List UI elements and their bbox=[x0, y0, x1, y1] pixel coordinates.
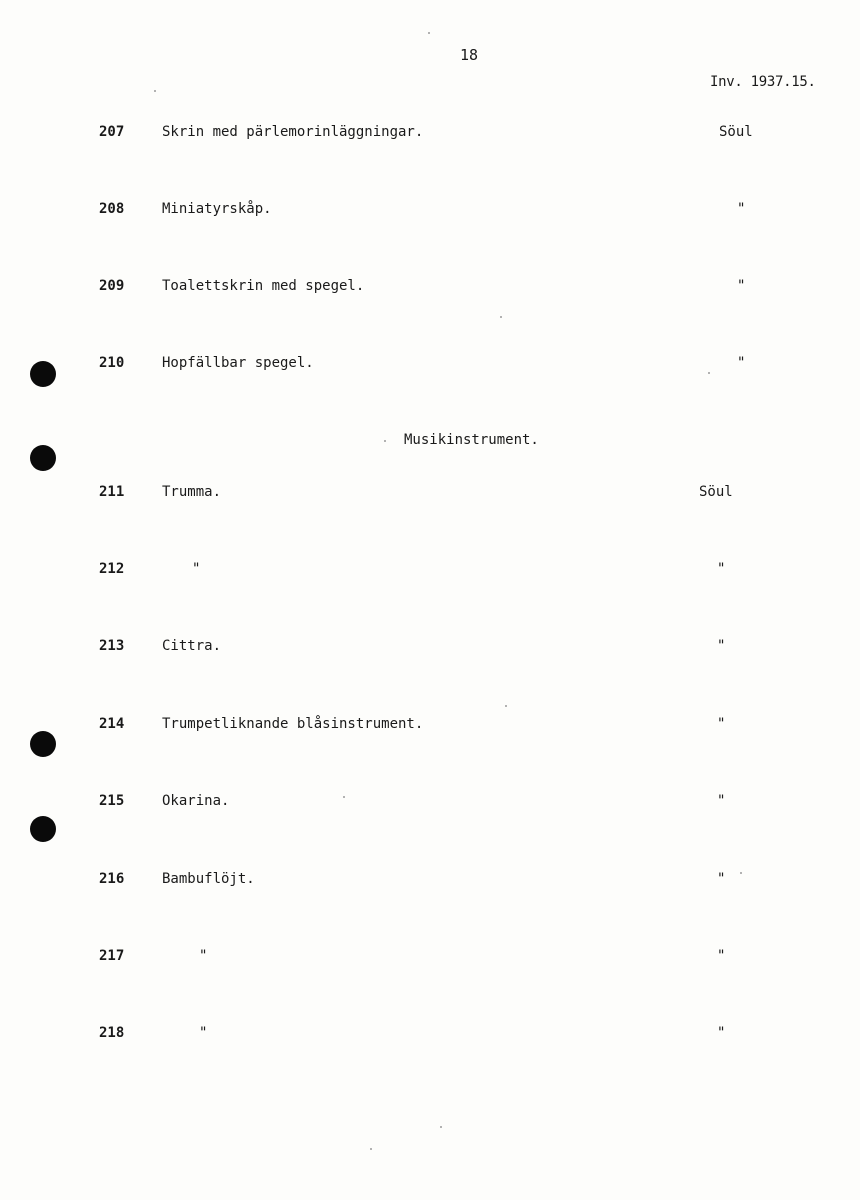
entry-number: 213 bbox=[99, 638, 125, 654]
paper-speck bbox=[154, 90, 156, 92]
paper-speck bbox=[343, 796, 345, 798]
entry-description: " bbox=[199, 948, 208, 964]
paper-speck bbox=[384, 440, 386, 442]
entry-description: Skrin med pärlemorinläggningar. bbox=[162, 124, 424, 140]
entry-number: 209 bbox=[99, 278, 125, 294]
entry-description: Trumma. bbox=[162, 484, 222, 500]
entry-origin: " bbox=[717, 638, 726, 654]
entry-row bbox=[0, 948, 860, 968]
entry-number: 211 bbox=[99, 484, 125, 500]
paper-speck bbox=[500, 316, 502, 318]
entry-number: 208 bbox=[99, 201, 125, 217]
entry-number: 217 bbox=[99, 948, 125, 964]
section-heading: Musikinstrument. bbox=[404, 432, 539, 448]
entry-row bbox=[0, 561, 860, 581]
entry-origin: " bbox=[737, 201, 746, 217]
entry-number: 216 bbox=[99, 871, 125, 887]
paper-speck bbox=[370, 1148, 372, 1150]
entry-row bbox=[0, 716, 860, 736]
punch-hole bbox=[30, 816, 56, 842]
entry-origin: " bbox=[717, 948, 726, 964]
page-number: 18 bbox=[460, 46, 479, 64]
entry-origin: " bbox=[737, 278, 746, 294]
entry-origin: " bbox=[717, 716, 726, 732]
entry-row bbox=[0, 278, 860, 298]
paper-speck bbox=[708, 372, 710, 374]
entry-description: Hopfällbar spegel. bbox=[162, 355, 314, 371]
entry-number: 214 bbox=[99, 716, 125, 732]
entry-number: 215 bbox=[99, 793, 125, 809]
paper-speck bbox=[440, 1126, 442, 1128]
paper-speck bbox=[505, 705, 507, 707]
entry-number: 207 bbox=[99, 124, 125, 140]
entry-row bbox=[0, 638, 860, 658]
paper-speck bbox=[740, 872, 742, 874]
entry-number: 210 bbox=[99, 355, 125, 371]
entry-origin: " bbox=[717, 871, 726, 887]
entry-description: Bambuflöjt. bbox=[162, 871, 255, 887]
entry-row bbox=[0, 1025, 860, 1045]
entry-row bbox=[0, 793, 860, 813]
entry-number: 218 bbox=[99, 1025, 125, 1041]
entry-origin: Söul bbox=[719, 124, 753, 140]
entry-description: " bbox=[192, 561, 201, 577]
entry-origin: Söul bbox=[699, 484, 733, 500]
entry-row bbox=[0, 124, 860, 144]
entry-origin: " bbox=[717, 561, 726, 577]
entry-number: 212 bbox=[99, 561, 125, 577]
entry-description: Toalettskrin med spegel. bbox=[162, 278, 365, 294]
entry-description: Trumpetliknande blåsinstrument. bbox=[162, 716, 424, 732]
entry-row bbox=[0, 871, 860, 891]
punch-hole bbox=[30, 445, 56, 471]
entry-description: Okarina. bbox=[162, 793, 230, 809]
entry-row bbox=[0, 201, 860, 221]
entry-row bbox=[0, 355, 860, 375]
entry-description: Cittra. bbox=[162, 638, 222, 654]
entry-origin: " bbox=[737, 355, 746, 371]
paper-speck bbox=[428, 32, 430, 34]
inventory-reference: Inv. 1937.15. bbox=[710, 74, 816, 90]
entry-row bbox=[0, 484, 860, 504]
entry-origin: " bbox=[717, 1025, 726, 1041]
entry-description: Miniatyrskåp. bbox=[162, 201, 272, 217]
entry-description: " bbox=[199, 1025, 208, 1041]
entry-origin: " bbox=[717, 793, 726, 809]
